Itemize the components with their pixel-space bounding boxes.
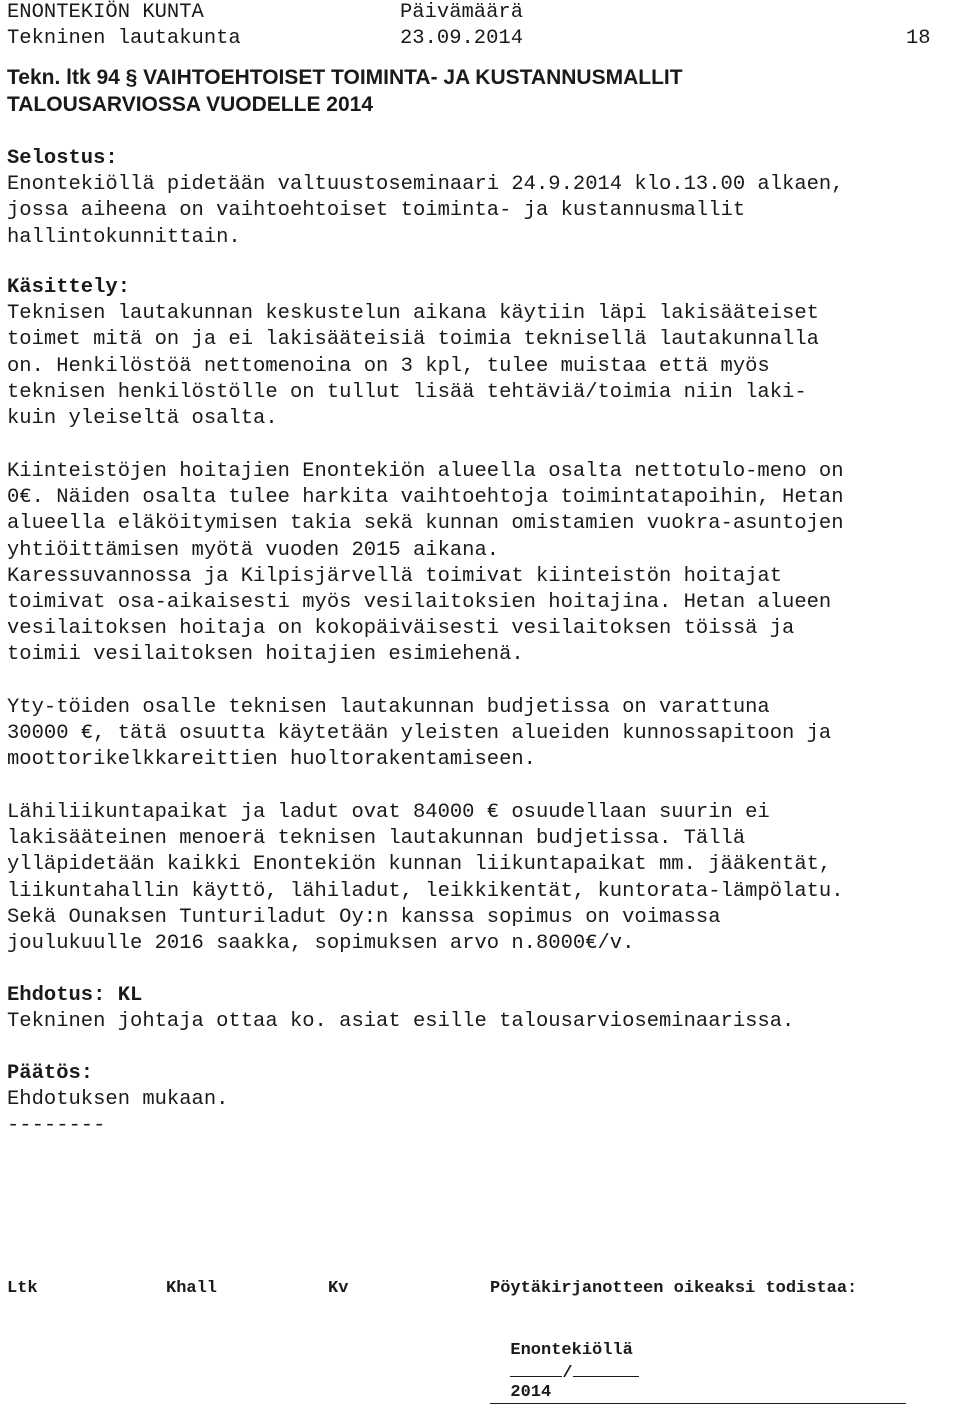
date-slash: / [562, 1364, 573, 1383]
text-line: moottorikelkkareittien huoltorakentamiseen. [7, 748, 536, 772]
section-title [7, 64, 947, 118]
text-line: hallintokunnittain. [7, 225, 241, 249]
text-line: alueella eläköitymisen takia sekä kunnan omistamien vuokra-asuntojen [7, 512, 844, 536]
page-number: 18 [906, 27, 931, 50]
board-name: Tekninen lautakunta [7, 27, 241, 50]
text-line: toimet mitä on ja ei lakisääteisiä toimia teknisellä lautakunnalla [7, 328, 819, 352]
footer-year: 2014 [510, 1383, 552, 1402]
footer-ltk: Ltk [7, 1279, 38, 1298]
text-line: Sekä Ounaksen Tunturiladut Oy:n kanssa sopimus on voimassa [7, 905, 721, 929]
end-rule: -------- [7, 1114, 106, 1138]
text-line: liikuntahallin käyttö, lähiladut, leikkikentät, kuntorata-lämpölatu. [7, 879, 844, 903]
text-line: lakisääteinen menoerä teknisen lautakunnan budjetissa. Tällä [7, 827, 746, 851]
text-line: Yty-töiden osalle teknisen lautakunnan budjetissa on varattuna [7, 696, 770, 719]
title-line: Tekn. ltk 94 § VAIHTOEHTOISET TOIMINTA- JA KUSTANNUSMALLIT [7, 66, 683, 89]
text-line: kuin yleiseltä osalta. [7, 407, 278, 431]
date-label: Päivämäärä [400, 1, 524, 24]
text-line: joulukuulle 2016 saakka, sopimuksen arvo n.8000€/v. [7, 932, 635, 956]
signature-line [490, 1403, 906, 1404]
day-blank [510, 1360, 562, 1377]
lahiliikunta-paragraph [7, 800, 957, 957]
ehdotus-label: Ehdotus: KL [7, 984, 143, 1007]
text-line: Lähiliikuntapaikat ja ladut ovat 84000 € osuudellaan suurin ei [7, 801, 770, 824]
kasittely-section [7, 275, 957, 432]
text-line: on. Henkilöstöä nettomenoina on 3 kpl, tulee muistaa että myös [7, 354, 770, 378]
footer-khall: Khall [166, 1279, 218, 1298]
text-line: 30000 €, tätä osuutta käytetään yleisten alueiden kunnossapitoon ja [7, 722, 832, 746]
ehdotus-section [7, 983, 957, 1035]
footer-kv: Kv [328, 1279, 349, 1298]
yty-paragraph [7, 695, 957, 774]
text-line: toimivat osa-aikaisesti myös vesilaitoksien hoitajina. Hetan alueen [7, 591, 832, 615]
text-line: Ehdotuksen mukaan. [7, 1088, 229, 1112]
footer-place: Enontekiöllä [510, 1341, 633, 1360]
text-line: yhtiöittämisen myötä vuoden 2015 aikana. [7, 538, 500, 562]
text-line: Enontekiöllä pidetään valtuustoseminaari 24.9.2014 klo.13.00 alkaen, [7, 173, 844, 197]
selostus-label: Selostus: [7, 147, 118, 170]
paatos-label: Päätös: [7, 1062, 94, 1085]
text-line: teknisen henkilöstölle on tullut lisää tehtäviä/toimia niin laki- [7, 380, 807, 404]
title-line: TALOUSARVIOSSA VUODELLE 2014 [7, 93, 374, 116]
text-line: Kiinteistöjen hoitajien Enontekiön alueella osalta nettotulo-meno on [7, 460, 844, 483]
text-line: Karessuvannossa ja Kilpisjärvellä toimivat kiinteistön hoitajat [7, 564, 783, 588]
paatos-section [7, 1061, 957, 1140]
text-line: 0€. Näiden osalta tulee harkita vaihtoehtoja toimintatapoihin, Hetan [7, 486, 844, 510]
municipality-name: ENONTEKIÖN KUNTA [7, 1, 204, 24]
text-line: toimii vesilaitoksen hoitajien esimiehenä. [7, 643, 524, 667]
text-line: vesilaitoksen hoitaja on kokopäiväisesti vesilaitoksen töissä ja [7, 617, 795, 641]
kasittely-label: Käsittely: [7, 276, 131, 299]
text-line: ylläpidetään kaikki Enontekiön kunnan liikuntapaikat mm. jääkentät, [7, 853, 832, 877]
footer-place-date [490, 1322, 639, 1402]
meeting-date: 23.09.2014 [400, 27, 524, 50]
selostus-section [7, 146, 957, 251]
month-blank [573, 1360, 639, 1377]
text-line: jossa aiheena on vaihtoehtoiset toiminta- ja kustannusmallit [7, 199, 746, 223]
text-line: Tekninen johtaja ottaa ko. asiat esille talousarvioseminaarissa. [7, 1010, 795, 1034]
footer-certify: Pöytäkirjanotteen oikeaksi todistaa: [490, 1279, 858, 1298]
text-line: Teknisen lautakunnan keskustelun aikana käytiin läpi lakisääteiset [7, 302, 819, 326]
kiinteistot-paragraph [7, 459, 957, 669]
